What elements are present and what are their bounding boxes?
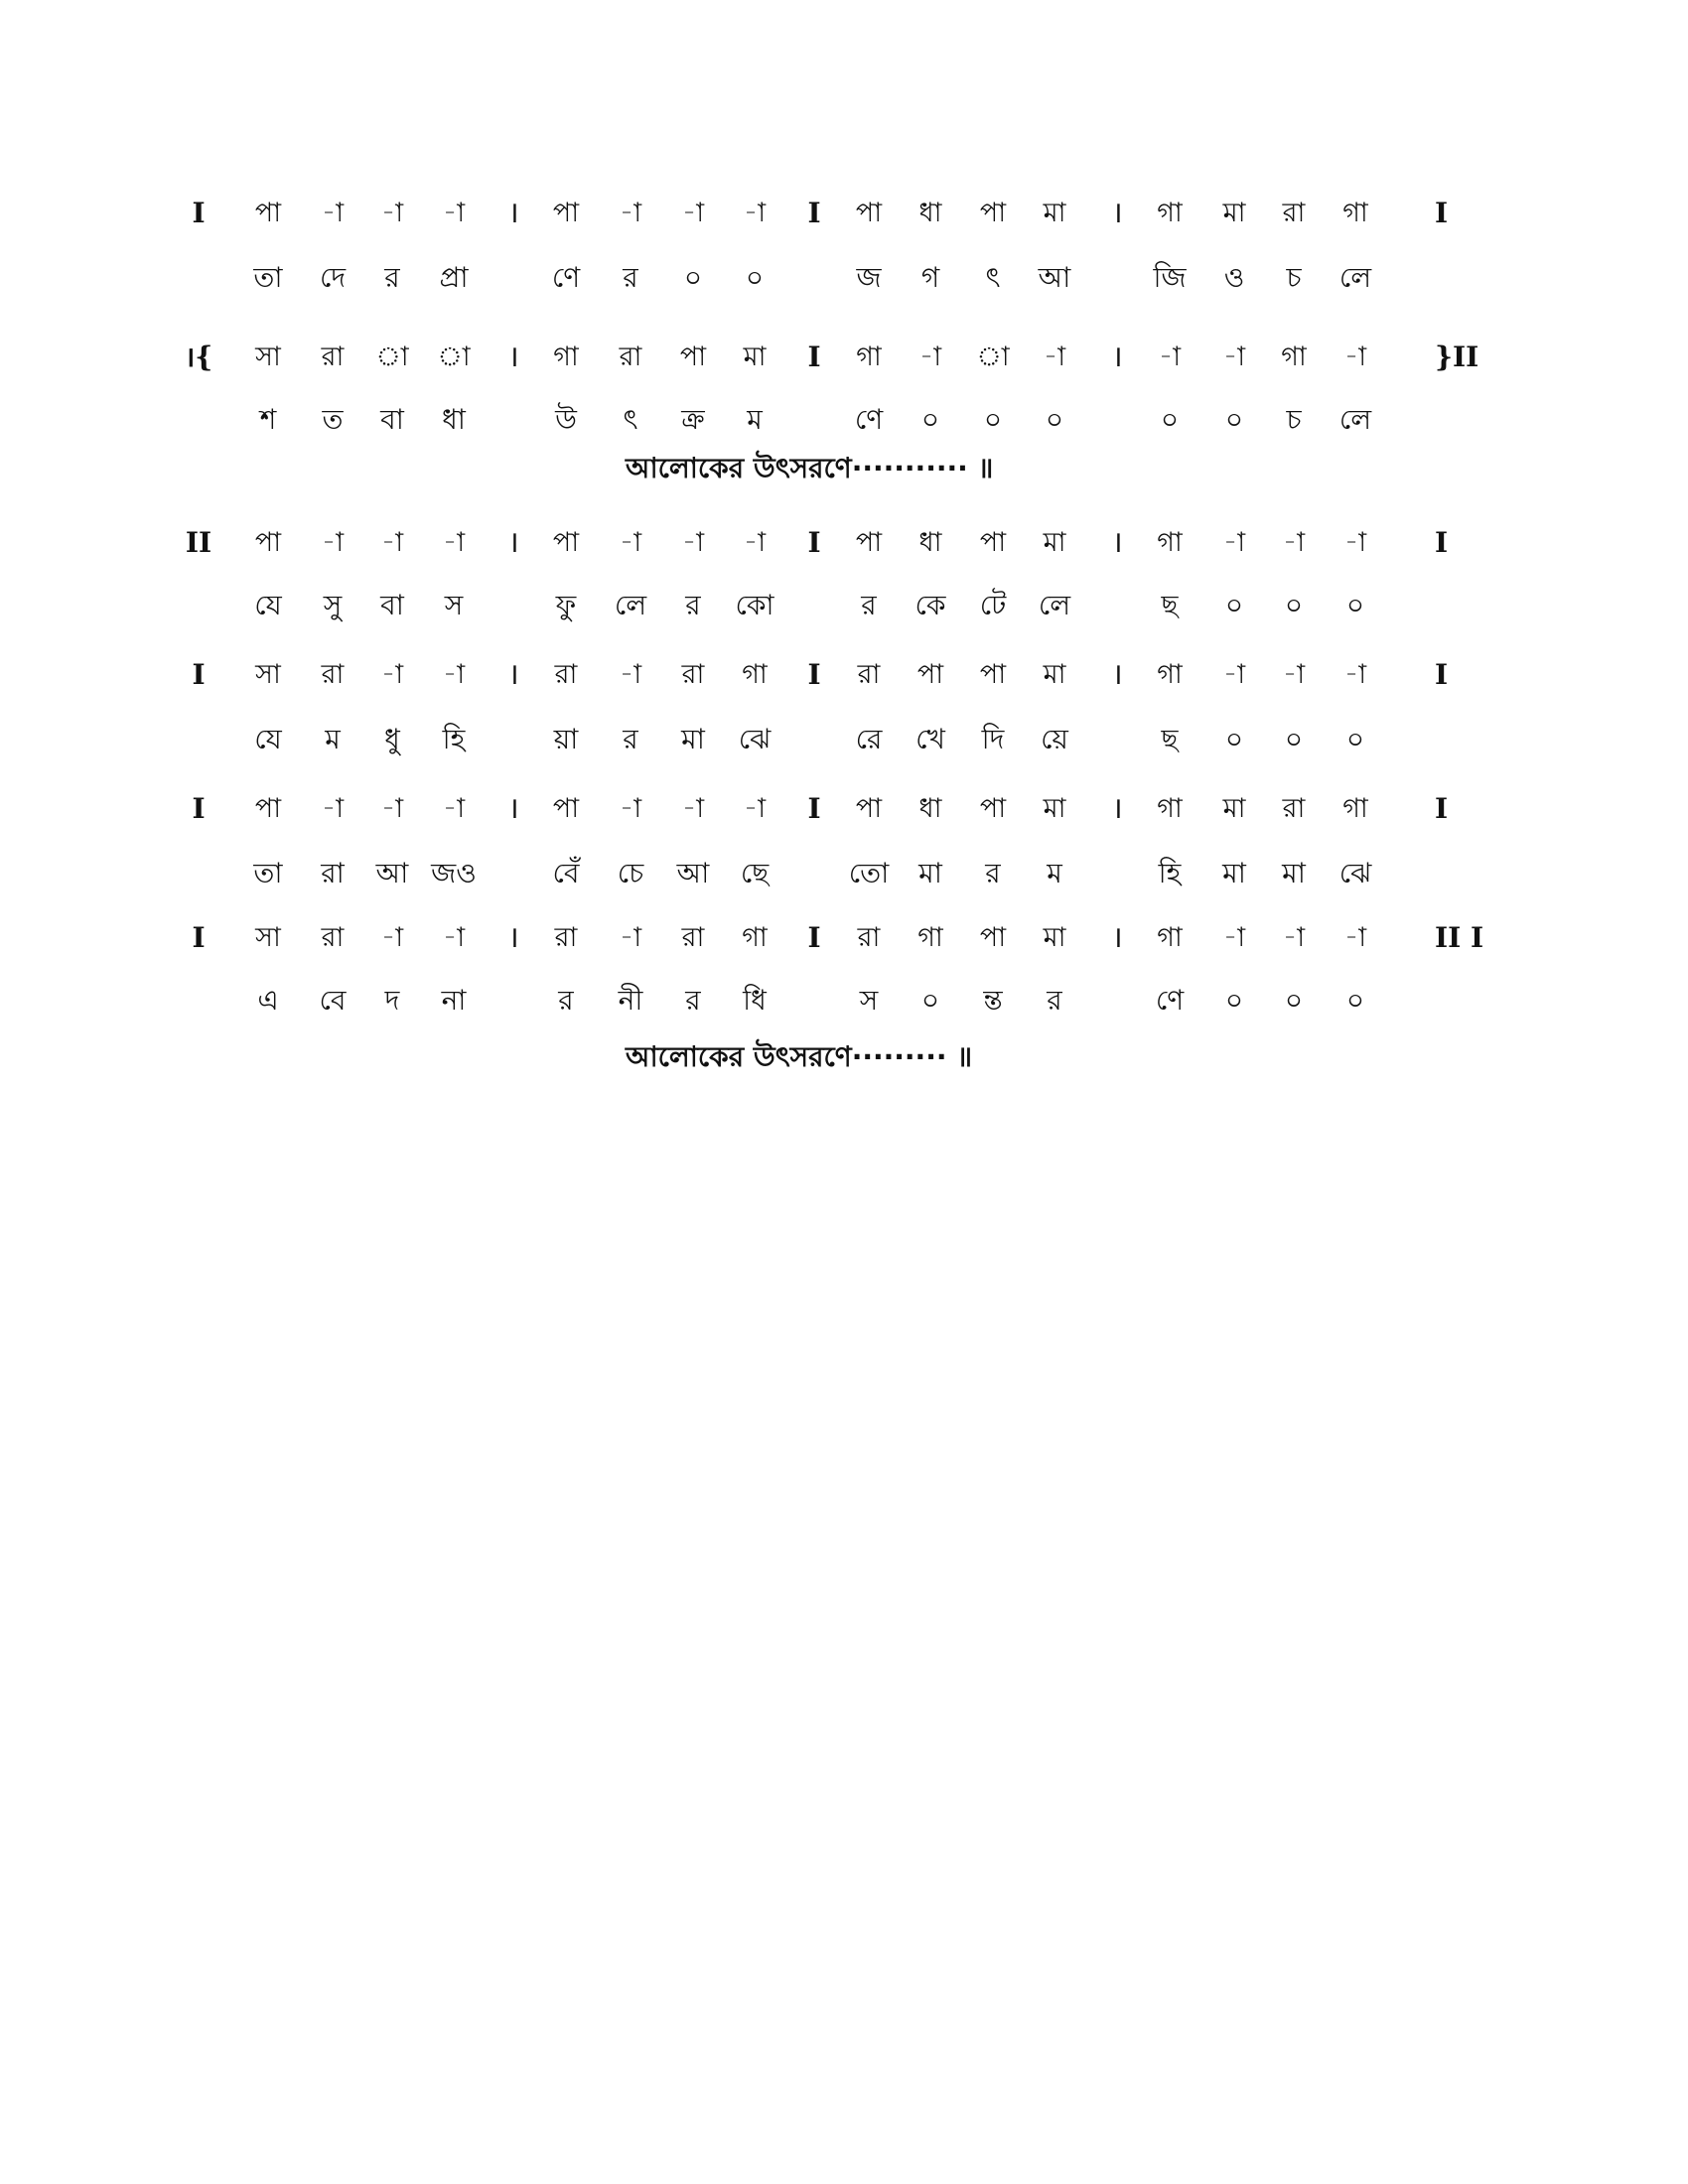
lyric-syllable: যে — [254, 723, 282, 755]
lyric-syllable: ক্র — [681, 403, 705, 436]
bar-line: । — [1111, 340, 1123, 374]
lyric-syllable: ঝে — [1338, 857, 1372, 889]
lyric-syllable: ০ — [1045, 403, 1064, 436]
note: পা — [979, 659, 1007, 690]
note: পা — [855, 527, 883, 558]
lyric-syllable: ০ — [683, 261, 703, 294]
lyric-syllable: বা — [380, 589, 404, 621]
note: -া — [681, 198, 705, 228]
bar-line-end: I — [1435, 792, 1449, 825]
lyric-syllable: র — [1047, 984, 1062, 1017]
note: -া — [1222, 659, 1246, 690]
note: ধা — [918, 527, 942, 558]
lyric-syllable: লে — [614, 589, 647, 621]
lyric-syllable: লে — [1038, 589, 1071, 621]
note: গা — [856, 341, 882, 372]
lyric-syllable: ০ — [1224, 723, 1244, 755]
lyric-syllable: ০ — [1284, 589, 1304, 621]
note: রা — [857, 659, 881, 690]
refrain-line: আলোকের উৎসরণে········· ॥ — [626, 1040, 973, 1073]
note: পা — [979, 793, 1007, 824]
note: -া — [619, 922, 642, 953]
bar-line: । — [507, 525, 519, 560]
bar-line: । — [1111, 657, 1123, 692]
note: রা — [1282, 198, 1306, 228]
lyric-syllable: আ — [676, 857, 710, 889]
lyric-syllable: ও — [1223, 261, 1245, 294]
note: -া — [380, 793, 404, 824]
note: পা — [254, 198, 282, 228]
lyric-syllable: য়ে — [1041, 723, 1068, 755]
lyric-syllable: খে — [915, 723, 945, 755]
note: -া — [743, 527, 767, 558]
note: সা — [255, 659, 281, 690]
notation-line — [194, 650, 1484, 700]
note: মা — [1222, 793, 1246, 824]
bar-line-start: ।{ — [184, 341, 213, 373]
bar-line: । — [1111, 791, 1123, 826]
lyric-syllable: মা — [918, 857, 942, 889]
lyric-syllable: জি — [1153, 261, 1187, 294]
note: -া — [380, 527, 404, 558]
lyric-syllable: যে — [254, 589, 282, 621]
lyric-syllable: ০ — [1345, 984, 1365, 1017]
note: -া — [380, 922, 404, 953]
notation-line — [194, 189, 1484, 238]
notation-line — [194, 784, 1484, 834]
bar-line: । — [507, 340, 519, 374]
lyric-syllable: ০ — [920, 403, 940, 436]
lyric-syllable: ০ — [1284, 984, 1304, 1017]
bar-line: । — [507, 920, 519, 955]
lyric-syllable: ০ — [1345, 723, 1365, 755]
lyric-syllable: লে — [1338, 403, 1372, 436]
bar-line-end: }II — [1435, 341, 1479, 373]
note: রা — [857, 922, 881, 953]
bar-line: । — [1111, 920, 1123, 955]
bar-line: । — [1111, 525, 1123, 560]
note: রা — [681, 922, 705, 953]
note: -া — [1282, 527, 1306, 558]
lyric-syllable: জ — [856, 261, 882, 294]
lyric-syllable: ধি — [743, 984, 767, 1017]
lyric-syllable: ণে — [854, 403, 884, 436]
note: -া — [321, 527, 345, 558]
note: পা — [254, 793, 282, 824]
bar-line: I — [807, 792, 821, 825]
note: মা — [1222, 198, 1246, 228]
lyric-syllable: ঝে — [738, 723, 772, 755]
note: সা — [255, 922, 281, 953]
lyric-syllable: ০ — [1284, 723, 1304, 755]
lyric-syllable: ম — [1047, 857, 1062, 889]
lyric-syllable: হি — [442, 723, 466, 755]
lyric-syllable: হি — [1158, 857, 1182, 889]
note: পা — [552, 527, 580, 558]
note: রা — [619, 341, 642, 372]
note: গা — [917, 922, 943, 953]
bar-line: । — [507, 657, 519, 692]
note: -া — [619, 527, 642, 558]
lyric-syllable: আ — [1038, 261, 1071, 294]
lyric-syllable: ০ — [1345, 589, 1365, 621]
bar-line-end: I — [1435, 526, 1449, 559]
bar-line-start: I — [192, 921, 206, 954]
bar-line-start: I — [192, 197, 206, 229]
lyric-syllable: র — [685, 984, 701, 1017]
note: পা — [254, 527, 282, 558]
note: ধা — [918, 198, 942, 228]
bar-line: I — [807, 526, 821, 559]
note: গা — [1281, 341, 1307, 372]
lyric-syllable: তা — [253, 261, 283, 294]
lyric-syllable: মা — [1282, 857, 1306, 889]
lyric-line — [194, 715, 1484, 764]
lyric-syllable: রে — [855, 723, 883, 755]
lyric-syllable: রা — [321, 857, 345, 889]
note: পা — [552, 198, 580, 228]
bar-line: I — [807, 341, 821, 373]
lyric-syllable: ণে — [551, 261, 581, 294]
note: গা — [1157, 793, 1183, 824]
lyric-syllable: চ — [1286, 403, 1302, 436]
note: ধা — [918, 793, 942, 824]
note: া — [437, 341, 471, 372]
note: পা — [855, 793, 883, 824]
bar-line-end: II I — [1435, 921, 1484, 954]
lyric-syllable: র — [985, 857, 1001, 889]
note: -া — [1282, 659, 1306, 690]
note: পা — [552, 793, 580, 824]
bar-line-start: I — [192, 658, 206, 691]
note: -া — [380, 659, 404, 690]
note: -া — [619, 793, 642, 824]
notation-line — [184, 333, 1484, 382]
lyric-syllable: ০ — [1160, 403, 1180, 436]
note: মা — [1043, 659, 1066, 690]
bar-line-start: I — [192, 792, 206, 825]
note: রা — [321, 922, 345, 953]
note: মা — [1043, 922, 1066, 953]
lyric-syllable: ম — [325, 723, 341, 755]
bar-line-end: I — [1435, 658, 1449, 691]
note: -া — [442, 793, 466, 824]
lyric-syllable: র — [623, 261, 638, 294]
lyric-syllable: ণে — [1155, 984, 1185, 1017]
lyric-syllable: য়া — [553, 723, 579, 755]
note: পা — [979, 527, 1007, 558]
notation-line — [194, 913, 1484, 963]
note: গা — [742, 922, 768, 953]
lyric-syllable: র — [558, 984, 574, 1017]
lyric-syllable: বেঁ — [552, 857, 580, 889]
lyric-syllable: র — [685, 589, 701, 621]
notation-line — [185, 518, 1484, 568]
note: রা — [1282, 793, 1306, 824]
lyric-syllable: চে — [617, 857, 644, 889]
lyric-syllable: ছ — [1161, 723, 1179, 755]
lyric-syllable: ০ — [920, 984, 940, 1017]
lyric-syllable: ছ — [1161, 589, 1179, 621]
note: -া — [681, 527, 705, 558]
lyric-syllable: ০ — [1224, 984, 1244, 1017]
lyric-syllable: ম — [747, 403, 763, 436]
note: -া — [619, 659, 642, 690]
lyric-syllable: ধু — [384, 723, 400, 755]
lyric-syllable: ফু — [555, 589, 577, 621]
note: -া — [1222, 922, 1246, 953]
note: -া — [1343, 527, 1367, 558]
lyric-syllable: লে — [1338, 261, 1372, 294]
lyric-syllable: মা — [1222, 857, 1246, 889]
bar-line: । — [1111, 196, 1123, 230]
note: গা — [1342, 793, 1368, 824]
note: -া — [321, 793, 345, 824]
note: -া — [1343, 922, 1367, 953]
note: পা — [979, 922, 1007, 953]
note: -া — [619, 198, 642, 228]
note: -া — [743, 198, 767, 228]
lyric-syllable: নী — [618, 984, 643, 1017]
note: গা — [742, 659, 768, 690]
note: মা — [1043, 793, 1066, 824]
lyric-syllable: ছে — [740, 857, 770, 889]
note: মা — [1043, 527, 1066, 558]
note: -া — [743, 793, 767, 824]
lyric-line — [194, 395, 1484, 445]
note: -া — [1222, 527, 1246, 558]
note: -া — [442, 527, 466, 558]
lyric-syllable: প্রা — [439, 261, 469, 294]
note: -া — [380, 198, 404, 228]
bar-line: I — [807, 197, 821, 229]
lyric-line — [194, 253, 1484, 303]
note: পা — [979, 198, 1007, 228]
note: -া — [681, 793, 705, 824]
note: -া — [1343, 341, 1367, 372]
note: গা — [1157, 527, 1183, 558]
note: -া — [1282, 922, 1306, 953]
note: রা — [554, 659, 578, 690]
lyric-syllable: সু — [323, 589, 343, 621]
lyric-line — [194, 976, 1484, 1025]
lyric-syllable: বে — [319, 984, 347, 1017]
note: -া — [442, 922, 466, 953]
note: রা — [321, 341, 345, 372]
lyric-syllable: স — [859, 984, 879, 1017]
lyric-syllable: দে — [319, 261, 347, 294]
note: -া — [442, 659, 466, 690]
lyric-syllable: ০ — [1224, 589, 1244, 621]
lyric-syllable: ৎ — [623, 403, 638, 436]
lyric-syllable: মা — [681, 723, 705, 755]
bar-line: I — [807, 658, 821, 691]
lyric-syllable: বা — [380, 403, 404, 436]
lyric-syllable: চ — [1286, 261, 1302, 294]
lyric-syllable: গ — [920, 261, 940, 294]
note: পা — [916, 659, 944, 690]
note: সা — [255, 341, 281, 372]
lyric-syllable: দ — [384, 984, 400, 1017]
note: মা — [743, 341, 767, 372]
bar-line: । — [507, 196, 519, 230]
lyric-syllable: উ — [555, 403, 577, 436]
note: গা — [1157, 659, 1183, 690]
note: গা — [1157, 922, 1183, 953]
bar-line: । — [507, 791, 519, 826]
lyric-syllable: র — [384, 261, 400, 294]
lyric-syllable: দি — [981, 723, 1005, 755]
lyric-syllable: ৎ — [985, 261, 1001, 294]
bar-line-start: II — [185, 526, 212, 559]
lyric-syllable: র — [861, 589, 877, 621]
bar-line: I — [807, 921, 821, 954]
lyric-syllable: এ — [257, 984, 279, 1017]
lyric-syllable: ০ — [983, 403, 1003, 436]
note: রা — [554, 922, 578, 953]
lyric-syllable: ০ — [1224, 403, 1244, 436]
lyric-syllable: তো — [848, 857, 890, 889]
lyric-line — [194, 581, 1484, 630]
lyric-syllable: ত — [322, 403, 344, 436]
note: পা — [855, 198, 883, 228]
refrain-line: আলোকের উৎসরণে··········· ॥ — [626, 452, 994, 484]
note: -া — [1222, 341, 1246, 372]
note: -া — [442, 198, 466, 228]
note: গা — [1157, 198, 1183, 228]
bar-line-end: I — [1435, 197, 1449, 229]
note: -া — [1343, 659, 1367, 690]
lyric-syllable: স — [444, 589, 464, 621]
note: -া — [918, 341, 942, 372]
lyric-line — [194, 849, 1484, 898]
lyric-syllable: তা — [253, 857, 283, 889]
lyric-syllable: জও — [431, 857, 477, 889]
note: পা — [679, 341, 707, 372]
note: গা — [1342, 198, 1368, 228]
lyric-syllable: ন্ত — [983, 984, 1003, 1017]
note: রা — [681, 659, 705, 690]
lyric-syllable: আ — [375, 857, 409, 889]
lyric-syllable: র — [623, 723, 638, 755]
note: গা — [553, 341, 579, 372]
lyric-syllable: শ — [259, 403, 277, 436]
note: -া — [1043, 341, 1066, 372]
note: রা — [321, 659, 345, 690]
note: া — [976, 341, 1010, 372]
note: মা — [1043, 198, 1066, 228]
lyric-syllable: কো — [735, 589, 774, 621]
note: া — [375, 341, 409, 372]
lyric-syllable: কে — [914, 589, 946, 621]
lyric-syllable: ধা — [442, 403, 466, 436]
note: -া — [1158, 341, 1182, 372]
lyric-syllable: ০ — [745, 261, 765, 294]
lyric-syllable: না — [441, 984, 467, 1017]
lyric-syllable: টে — [979, 589, 1007, 621]
note: -া — [321, 198, 345, 228]
